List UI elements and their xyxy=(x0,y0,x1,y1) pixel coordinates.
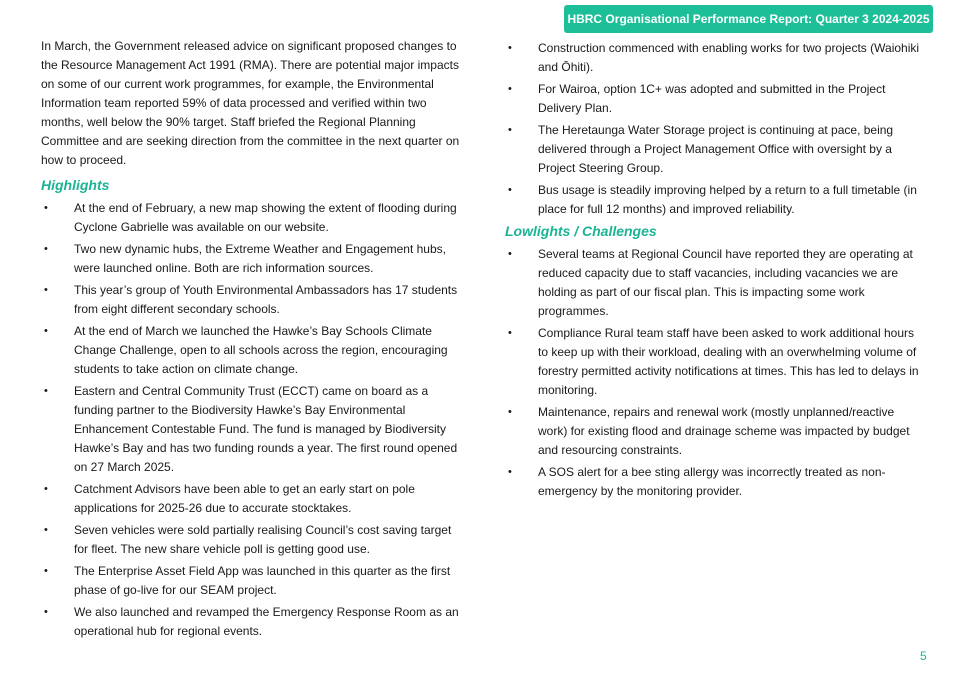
list-item: • A SOS alert for a bee sting allergy was incorrectly treated as non-emergency by the monitoring provider. xyxy=(508,465,886,498)
bullet-icon: • xyxy=(44,202,48,214)
left-column xyxy=(41,37,466,644)
bullet-icon: • xyxy=(44,483,48,495)
intro-paragraph: In March, the Government released advice on significant proposed changes to the Resource Management Act 1991 (RMA). There are potential major impacts on some of our current work programmes, for example, the Environmental Information team reported 59% of data processed and verified within two months, well below the 90% target. Staff briefed the Regional Planning Committee and are seeking direction from the committee in the next quarter on how to proceed. xyxy=(41,39,460,167)
bullet-icon: • xyxy=(44,325,48,337)
bullet-icon: • xyxy=(508,124,512,136)
lowlights-heading: Lowlights / Challenges xyxy=(505,223,657,239)
list-item: • Maintenance, repairs and renewal work (mostly unplanned/reactive work) for existing flood and drainage scheme was impacted by budget and resourcing constraints. xyxy=(508,405,910,457)
bullet-icon: • xyxy=(508,83,512,95)
list-item: • The Heretaunga Water Storage project is continuing at pace, being delivered through a Project Management Office with oversight by a Project Steering Group. xyxy=(508,123,894,175)
list-item: • Construction commenced with enabling works for two projects (Waiohiki and Ōhiti). xyxy=(508,41,920,74)
bullet-icon: • xyxy=(44,385,48,397)
list-item: • Compliance Rural team staff have been asked to work additional hours to keep up with their workload, dealing with an overwhelming volume of forestry permitted activity notifications at times. This has led to delays in monitoring. xyxy=(508,326,919,397)
page-number: 5 xyxy=(920,649,927,663)
bullet-icon: • xyxy=(508,466,512,478)
list-item: • This year’s group of Youth Environmental Ambassadors has 17 students from eight different secondary schools. xyxy=(44,283,458,316)
bullet-icon: • xyxy=(44,524,48,536)
right-column xyxy=(505,39,920,504)
list-item: • Catchment Advisors have been able to get an early start on pole applications for 2025-26 due to accurate stocktakes. xyxy=(44,482,415,515)
bullet-icon: • xyxy=(508,184,512,196)
highlights-heading: Highlights xyxy=(41,177,110,193)
bullet-icon: • xyxy=(44,284,48,296)
highlights-list xyxy=(41,199,466,641)
list-item: • Seven vehicles were sold partially realising Council’s cost saving target for fleet. The new share vehicle poll is getting good use. xyxy=(44,523,452,556)
list-item: • At the end of March we launched the Hawke’s Bay Schools Climate Change Challenge, open to all schools across the region, encouraging students to take action on climate change. xyxy=(44,324,448,376)
list-item: • Bus usage is steadily improving helped by a return to a full timetable (in place for full 12 months) and improved reliability. xyxy=(508,183,917,216)
list-item: • Eastern and Central Community Trust (ECCT) came on board as a funding partner to the Biodiversity Hawke’s Bay Environmental Enhancement Contestable Fund. The fund is managed by Biodiversity Hawke’s Bay and has two funding rounds a year. The first round opened on 27 March 2025. xyxy=(44,384,458,474)
bullet-icon: • xyxy=(508,42,512,54)
bullet-icon: • xyxy=(44,565,48,577)
bullet-icon: • xyxy=(508,406,512,418)
bullet-icon: • xyxy=(508,248,512,260)
bullet-icon: • xyxy=(44,243,48,255)
list-item: • Two new dynamic hubs, the Extreme Weather and Engagement hubs, were launched online. Both are rich information sources. xyxy=(44,242,446,275)
list-item: • For Wairoa, option 1C+ was adopted and submitted in the Project Delivery Plan. xyxy=(508,82,886,115)
report-title-banner: HBRC Organisational Performance Report: Quarter 3 2024-2025 xyxy=(564,5,933,33)
bullet-icon: • xyxy=(508,327,512,339)
list-item: • We also launched and revamped the Emergency Response Room as an operational hub for regional events. xyxy=(44,605,459,638)
lowlights-list xyxy=(505,245,920,501)
list-item: • Several teams at Regional Council have reported they are operating at reduced capacity due to staff vacancies, including vacancies we are holding as part of our fiscal plan. This is impacting some work programmes. xyxy=(508,247,913,318)
highlights-list-continued xyxy=(505,39,920,219)
bullet-icon: • xyxy=(44,606,48,618)
list-item: • The Enterprise Asset Field App was launched in this quarter as the first phase of go-live for our SEAM project. xyxy=(44,564,451,597)
list-item: • At the end of February, a new map showing the extent of flooding during Cyclone Gabrielle was available on our website. xyxy=(44,201,457,234)
